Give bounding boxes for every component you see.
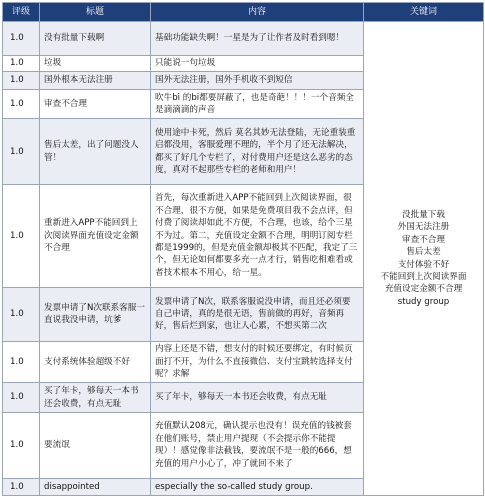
row-content: 使用途中卡死，然后 莫名其妙无法登陆，无论重装重启都没用，客服爱理不理的，半个月了还无法解决，都买了好几个专栏了，对付费用户还是这么恶劣的态度，真对不起那些专栏的老师和用户！ (151, 119, 364, 185)
row-score: 1.0 (3, 341, 40, 382)
header-title[interactable]: 标题 (40, 3, 151, 22)
keywords-cell (364, 22, 484, 496)
keyword-item: 外国无法注册 (397, 222, 450, 233)
row-title: 审查不合理 (40, 89, 151, 119)
row-score: 1.0 (3, 383, 40, 413)
row-title: 发票申请了N次联系客服一直说我没申请，坑爹 (40, 287, 151, 341)
row-score: 1.0 (3, 119, 40, 185)
reviews-table (2, 2, 484, 496)
row-content: 吹牛bi 的bi都要屏蔽了，也是奇葩！！！一个音频全是滴滴滴的声音 (151, 89, 364, 119)
row-title: 支付系统体验超级不好 (40, 341, 151, 382)
row-score: 1.0 (3, 478, 40, 496)
row-content: 国外无法注册，国外手机收不到短信 (151, 72, 364, 89)
row-title: disappointed (40, 478, 151, 496)
row-title: 没有批量下载啊 (40, 22, 151, 56)
row-content: 充值默认208元，确认提示也没有！误充值的钱被套在他们账号，禁止用户提现（不会提示你不能提现）！感觉像非法截钱，要流氓不是一般的666，想充值的用户小心了，冲了就回不来了 (151, 412, 364, 478)
keyword-item: 售后太差 (406, 247, 441, 258)
keyword-item: 没批量下载 (402, 209, 445, 220)
row-title: 要流氓 (40, 412, 151, 478)
row-title: 重新进入APP不能回到上次阅读界面充值设定金额不合理 (40, 185, 151, 288)
table-header-row (3, 3, 484, 22)
keyword-item: 充值设定金额不合理 (384, 284, 463, 295)
keyword-item: study group (397, 296, 450, 307)
table-row (3, 22, 484, 56)
row-title: 售后太差，出了问题没人管！ (40, 119, 151, 185)
keyword-item: 支付体验不好 (397, 259, 450, 270)
row-content: 基础功能缺失啊！一星是为了让作者及时看到嗯！ (151, 22, 364, 56)
header-keywords[interactable]: 关键词 (364, 3, 484, 22)
row-score: 1.0 (3, 22, 40, 56)
row-score: 1.0 (3, 185, 40, 288)
row-title: 国外根本无法注册 (40, 72, 151, 89)
header-score[interactable]: 评级 (3, 3, 40, 22)
row-content: 买了年卡，够每天一本书还会收费，有点无耻 (151, 383, 364, 413)
row-title: 买了年卡，够每天一本书还会收费，有点无耻 (40, 383, 151, 413)
row-title: 垃圾 (40, 55, 151, 71)
row-content: 发票申请了N次，联系客服说没申请，而且还必须要自己申请，真的是很无语，售前做的再好，音频再好，售后烂到家，也让人心累，不想买第二次 (151, 287, 364, 341)
row-score: 1.0 (3, 89, 40, 119)
row-content: 内容上还是不错，想支付的时候还要绑定，有时候页面打不开，为什么不直接微信、支付宝跳转选择支付呢？求解 (151, 341, 364, 382)
keyword-item: 审查不合理 (402, 234, 445, 245)
header-content[interactable]: 内容 (151, 3, 364, 22)
row-score: 1.0 (3, 287, 40, 341)
keyword-item: 不能回到上次阅读界面 (380, 271, 467, 282)
row-score: 1.0 (3, 55, 40, 71)
row-content: 只能说一句垃圾 (151, 55, 364, 71)
row-score: 1.0 (3, 72, 40, 89)
row-content: especially the so-called study group. (151, 478, 364, 496)
row-score: 1.0 (3, 412, 40, 478)
row-content: 首先，每次重新进入APP不能回到上次阅读界面，很不合理，很不方便，如果是免费项目我不会点评，但付费了阅读却如此不方便，不合理，也该，给个三星不为过。第二，充值设定金额不合理，明明订阅专栏都是1999的，但是充值金额却极其不匹配，我定了三个，但无论如何都要多充一点才行，销售吃相难看或者技术根本不用心，给一星。 (151, 185, 364, 288)
